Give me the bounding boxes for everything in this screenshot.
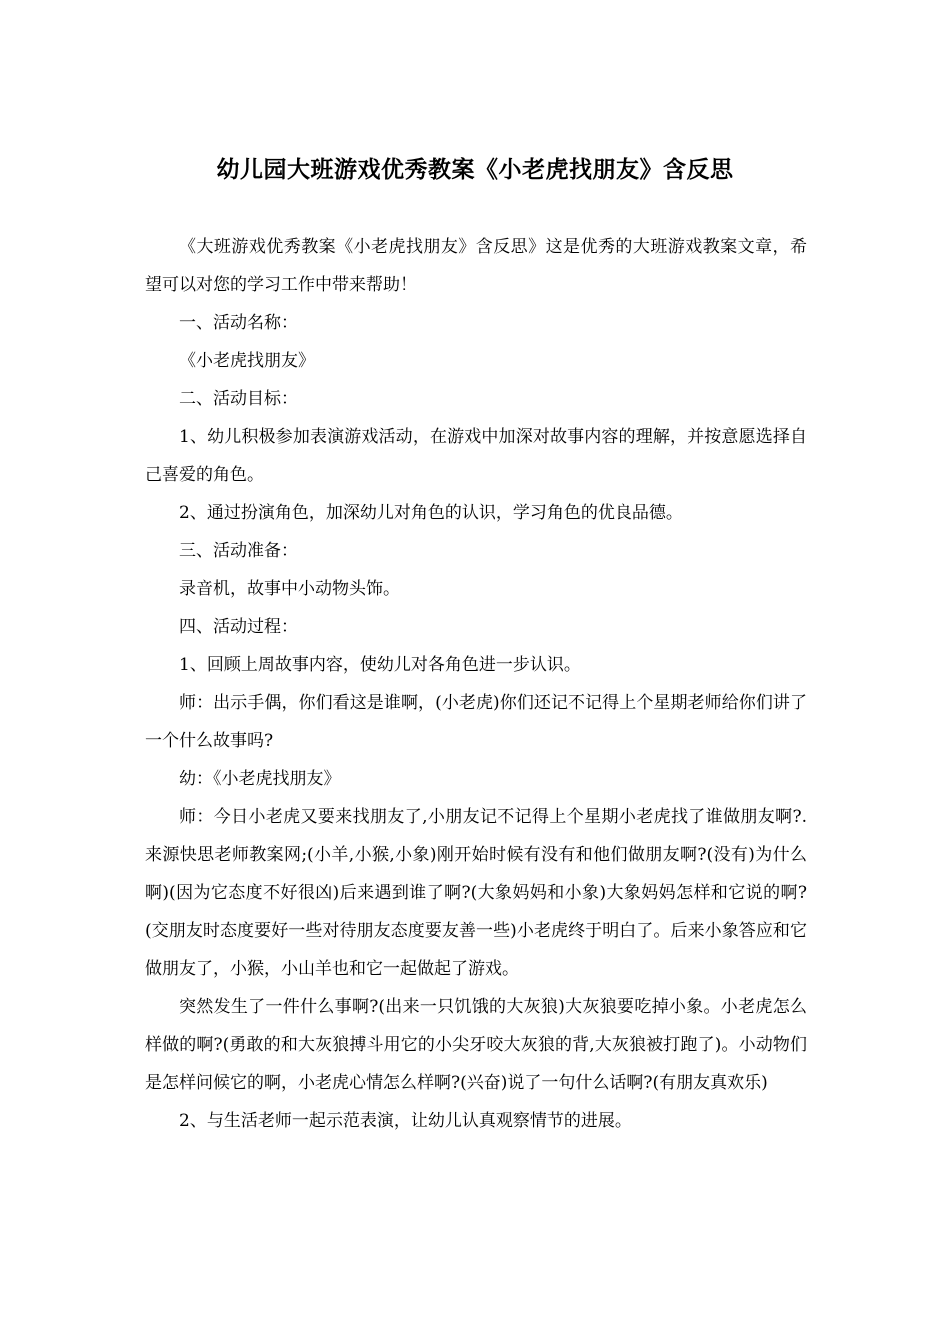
process-step-2: 2、与生活老师一起示范表演，让幼儿认真观察情节的进展。	[179, 1111, 632, 1131]
process-step-1: 1、回顾上周故事内容，使幼儿对各角色进一步认识。	[179, 655, 581, 675]
story-paragraph: 突然发生了一件什么事啊?(出来一只饥饿的大灰狼)大灰狼要吃掉小象。小老虎怎么样做的啊?(勇敢的和大灰狼搏斗用它的小尖牙咬大灰狼的背,大灰狼被打跑了)。小动物们是怎样问候它的啊，小老虎心情怎么样啊?(兴奋)说了一句什么话啊?(有朋友真欢乐)	[145, 997, 807, 1093]
section-heading-activity-preparation: 三、活动准备：	[179, 541, 298, 561]
document-title: 幼儿园大班游戏优秀教案《小老虎找朋友》含反思	[216, 157, 734, 183]
intro-paragraph: 《大班游戏优秀教案《小老虎找朋友》含反思》这是优秀的大班游戏教案文章，希望可以对您的学习工作中带来帮助！	[145, 237, 807, 295]
teacher-dialogue-2: 师：今日小老虎又要来找朋友了,小朋友记不记得上个星期小老虎找了谁做朋友啊?.来源快思老师教案网;(小羊,小猴,小象)刚开始时候有没有和他们做朋友啊?(没有)为什么啊)(因为它态度不好很凶)后来遇到谁了啊?(大象妈妈和小象)大象妈妈怎样和它说的啊?(交朋友时态度要好一些对待朋友态度要友善一些)小老虎终于明白了。后来小象答应和它做朋友了，小猴，小山羊也和它一起做起了游戏。	[145, 807, 807, 979]
preparation-text: 录音机，故事中小动物头饰。	[179, 579, 400, 599]
goal-item-2: 2、通过扮演角色，加深幼儿对角色的认识，学习角色的优良品德。	[179, 503, 683, 523]
activity-name-text: 《小老虎找朋友》	[179, 351, 315, 371]
section-heading-activity-process: 四、活动过程：	[179, 617, 298, 637]
section-heading-activity-name: 一、活动名称：	[179, 313, 298, 333]
document-body	[145, 228, 807, 1140]
teacher-dialogue-1: 师：出示手偶，你们看这是谁啊，(小老虎)你们还记不记得上个星期老师给你们讲了一个什么故事吗?	[145, 693, 807, 751]
child-dialogue-1: 幼：《小老虎找朋友》	[179, 769, 341, 789]
goal-item-1: 1、幼儿积极参加表演游戏活动，在游戏中加深对故事内容的理解，并按意愿选择自己喜爱的角色。	[145, 427, 807, 485]
section-heading-activity-goals: 二、活动目标：	[179, 389, 298, 409]
